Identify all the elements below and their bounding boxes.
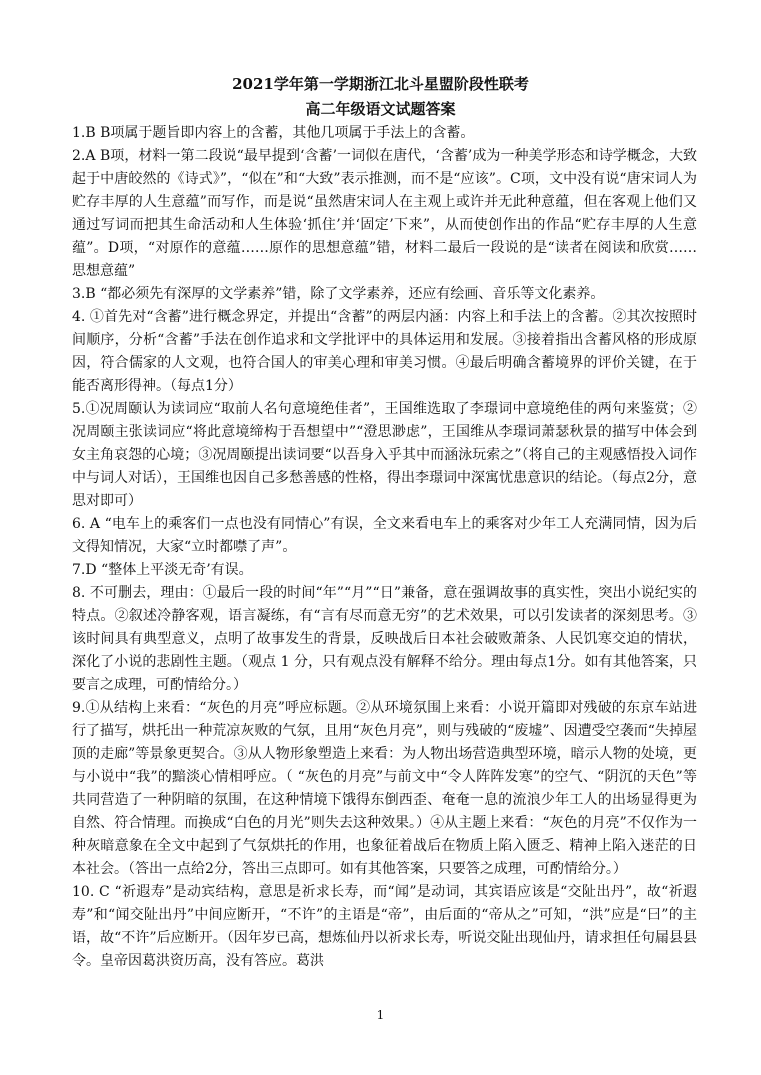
answer-item-8: 8. 不可删去，理由：①最后一段的时间“年”“月”“日”兼备，意在强调故事的真实性，突出小说纪实的特点。②叙述冷静客观，语言凝练，有“言有尽而意无穷”的艺术效果，可以引发读者的深刻思考。③该时间具有典型意义，点明了故事发生的背景，反映战后日本社会破败萧条、人民饥寒交迫的情状，深化了小说的悲剧性主题。（观点 1 分，只有观点没有解释不给分。理由每点1分。如有其他答案，只要言之成理，可酌情给分。） (72, 585, 697, 693)
answer-item-7: 7.D “整体上平淡无奇’有误。 (72, 562, 253, 578)
answer-list (72, 122, 697, 973)
answer-item-5: 5.①况周颐认为读词应“取前人名句意境绝佳者”，王国维选取了李璟词中意境绝佳的两句来鉴赏；②况周颐主张读词应“将此意境缔构于吾想望中”“澄思渺虑”，王国维从李璟词萧瑟秋景的描写中体会到女主角哀怨的心境；③况周颐提出读词要“以吾身入乎其中而涵泳玩索之”（将自己的主观感悟投入词作中与词人对话），王国维也因自己多愁善感的性格，得出李璟词中深寓忧患意识的结论。（每点2分，意思对即可） (72, 401, 697, 509)
answer-item-10: 10. C “祈遐寿”是动宾结构，意思是祈求长寿，而“闻”是动词，其宾语应该是“交阯出丹”，故“祈遐寿”和“闻交阯出丹”中间应断开，“不许”的主语是“帝”，由后面的“帝从之”可知，“洪”应是“曰”的主语，故“不许”后应断开。（因年岁已高，想炼仙丹以祈求长寿，听说交阯出现仙丹，请求担任句屚县县令。皇帝因葛洪资历高，没有答应。葛洪 (72, 884, 697, 969)
page-number: 1 (376, 1008, 385, 1022)
answer-item-9: 9.①从结构上来看：“灰色的月亮”呼应标题。②从环境氛围上来看：小说开篇即对残破的东京车站进行了描写，烘托出一种荒凉灰败的气氛，且用“灰色月亮”，则与残破的“废墟”、因遭受空袭而“失掉屋顶的走廊”等景象更契合。③从人物形象塑造上来看：为人物出场营造典型环境，暗示人物的处境，更与小说中“我”的黯淡心情相呼应。（ “灰色的月亮”与前文中“令人阵阵发寒”的空气、“阴沉的天色”等共同营造了一种阴暗的氛围，在这种情境下饿得东倒西歪、奄奄一息的流浪少年工人的出场显得更为自然、符合情理。而换成“白色的月光”则失去这种效果。）④从主题上来看：“灰色的月亮”不仅作为一种灰暗意象在全文中起到了气氛烘托的作用，也象征着战后在物质上陷入匮乏、精神上陷入迷茫的日本社会。（答出一点给2分，答出三点即可。如有其他答案，只要答之成理，可酌情给分。） (72, 700, 697, 877)
document-title: 2021学年第一学期浙江北斗星盟阶段性联考 (232, 75, 529, 93)
answer-item-2: 2.A B项，材料一第二段说“最早提到‘含蓄’一词似在唐代，‘含蓄’成为一种美学形态和诗学概念，大致起于中唐皎然的《诗式》”，“似在”和“大致”表示推测，而不是“应该”。C项，文中没有说“唐宋词人为贮存丰厚的人生意蕴”而写作，而是说“虽然唐宋词人在主观上或许并无此种意蕴，但在客观上他们又通过写词而把其生命活动和人生体验‘抓住’并‘固定’下来”，从而使创作出的作品“贮存丰厚的人生意蕴”。D项，“对原作的意蕴……原作的思想意蕴”错，材料二最后一段说的是“读者在阅读和欣赏……思想意蕴” (72, 148, 697, 279)
answer-item-4: 4. ①首先对“含蓄”进行概念界定，并提出“含蓄”的两层内涵：内容上和手法上的含蓄。②其次按照时间顺序，分析“含蓄”手法在创作追求和文学批评中的具体运用和发展。③接着指出含蓄风格的形成原因，符合儒家的人文观，也符合国人的审美心理和审美习惯。④最后明确含蓄境界的评价关键，在于能否离形得神。（每点1分） (72, 309, 697, 394)
answer-item-6: 6. A “电车上的乘客们一点也没有同情心”有误，全文来看电车上的乘客对少年工人充满同情，因为后文得知情况，大家“立时都噤了声”。 (72, 516, 697, 555)
answer-item-1: 1.B B项属于题旨即内容上的含蓄，其他几项属于手法上的含蓄。 (72, 125, 475, 141)
answer-item-3: 3.B “都必须先有深厚的文学素养”错，除了文学素养，还应有绘画、音乐等文化素养。 (72, 286, 605, 302)
document-subtitle: 高二年级语文试题答案 (305, 100, 456, 118)
